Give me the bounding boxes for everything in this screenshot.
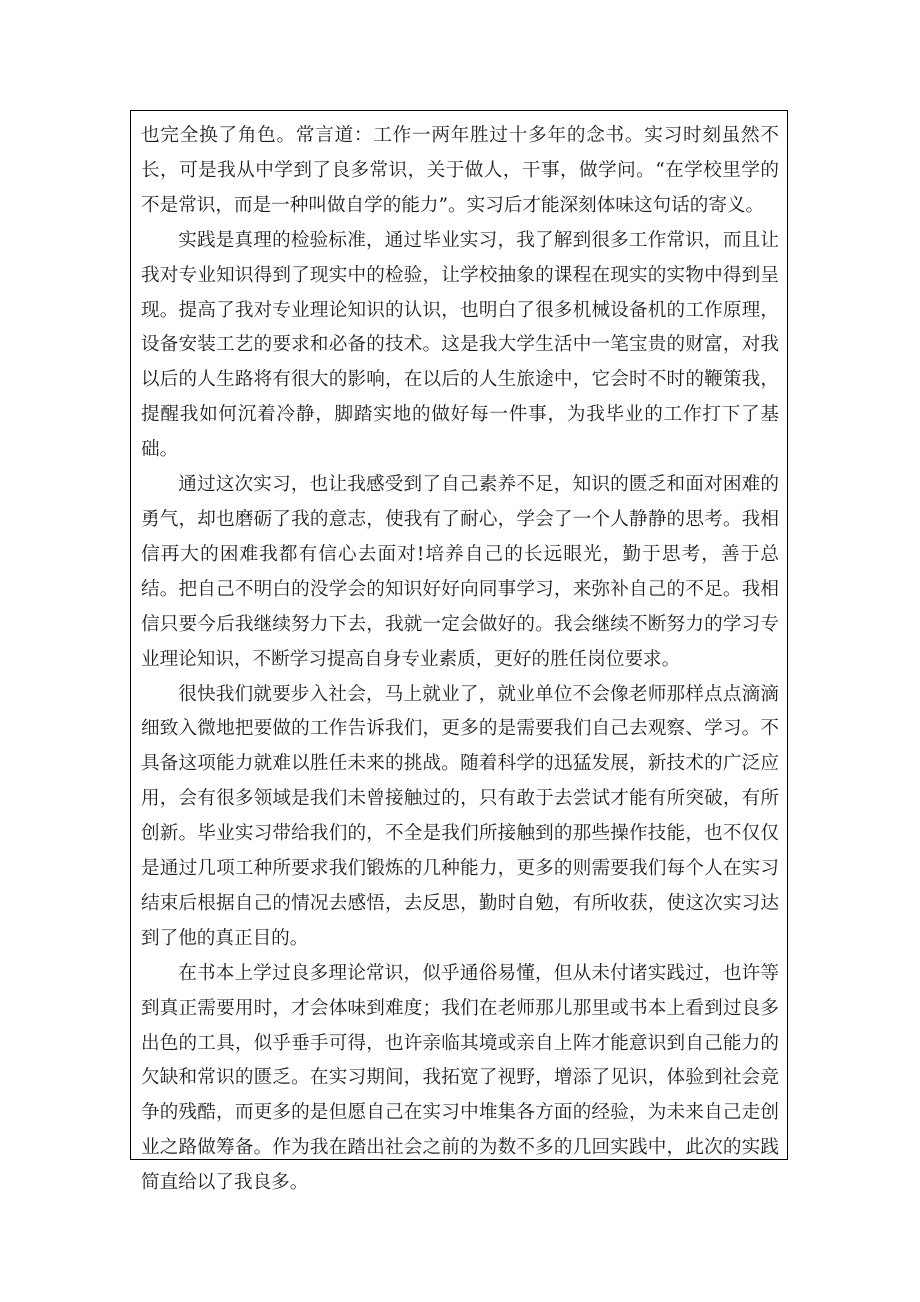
paragraph-5: 在书本上学过良多理论常识，似乎通俗易懂，但从未付诸实践过，也许等到真正需要用时，才会体味到难度；我们在老师那儿那里或书本上看到过良多出色的工具，似乎垂手可得，也许亲临其境或亲自上阵才能意识到自己能力的欠缺和常识的匮乏。在实习期间，我拓宽了视野，增添了见识，体验到社会竞争的残酷，而更多的是但愿自己在实习中堆集各方面的经验，为未来自己走创业之路做筹备。作为我在踏出社会之前的为数不多的几回实践中，此次的实践简直给以了我良多。	[141, 962, 779, 1194]
paragraph-1: 也完全换了角色。常言道：工作一两年胜过十多年的念书。实习时刻虽然不长，可是我从中学到了良多常识，关于做人，干事，做学问。“在学校里学的不是常识，而是一种叫做自学的能力”。实习后才能深刻体味这句话的寄义。	[141, 125, 779, 216]
document-table-cell	[130, 110, 788, 1194]
paragraph-2: 实践是真理的检验标准，通过毕业实习，我了解到很多工作常识，而且让我对专业知识得到了现实中的检验，让学校抽象的课程在现实的实物中得到呈现。提高了我对专业理论知识的认识，也明白了很多机械设备机的工作原理，设备安装工艺的要求和必备的技术。这是我大学生活中一笔宝贵的财富，对我以后的人生路将有很大的影响，在以后的人生旅途中，它会时不时的鞭策我，提醒我如何沉着冷静，脚踏实地的做好每一件事，为我毕业的工作打下了基础。	[141, 229, 779, 461]
paragraph-3: 通过这次实习，也让我感受到了自己素养不足，知识的匮乏和面对困难的勇气，却也磨砺了我的意志，使我有了耐心，学会了一个人静静的思考。我相信再大的困难我都有信心去面对!培养自己的长远眼光，勤于思考，善于总结。把自己不明白的没学会的知识好好向同事学习，来弥补自己的不足。我相信只要今后我继续努力下去，我就一定会做好的。我会继续不断努力的学习专业理论知识，不断学习提高自身专业素质，更好的胜任岗位要求。	[141, 474, 779, 670]
paragraph-4: 很快我们就要步入社会，马上就业了，就业单位不会像老师那样点点滴滴细致入微地把要做的工作告诉我们，更多的是需要我们自己去观察、学习。不具备这项能力就难以胜任未来的挑战。随着科学的迅猛发展，新技术的广泛应用，会有很多领域是我们未曾接触过的，只有敢于去尝试才能有所突破，有所创新。毕业实习带给我们的，不全是我们所接触到的那些操作技能，也不仅仅是通过几项工种所要求我们锻炼的几种能力，更多的则需要我们每个人在实习结束后根据自己的情况去感悟，去反思，勤时自勉，有所收获，使这次实习达到了他的真正目的。	[141, 683, 779, 949]
document-body	[141, 119, 779, 1201]
